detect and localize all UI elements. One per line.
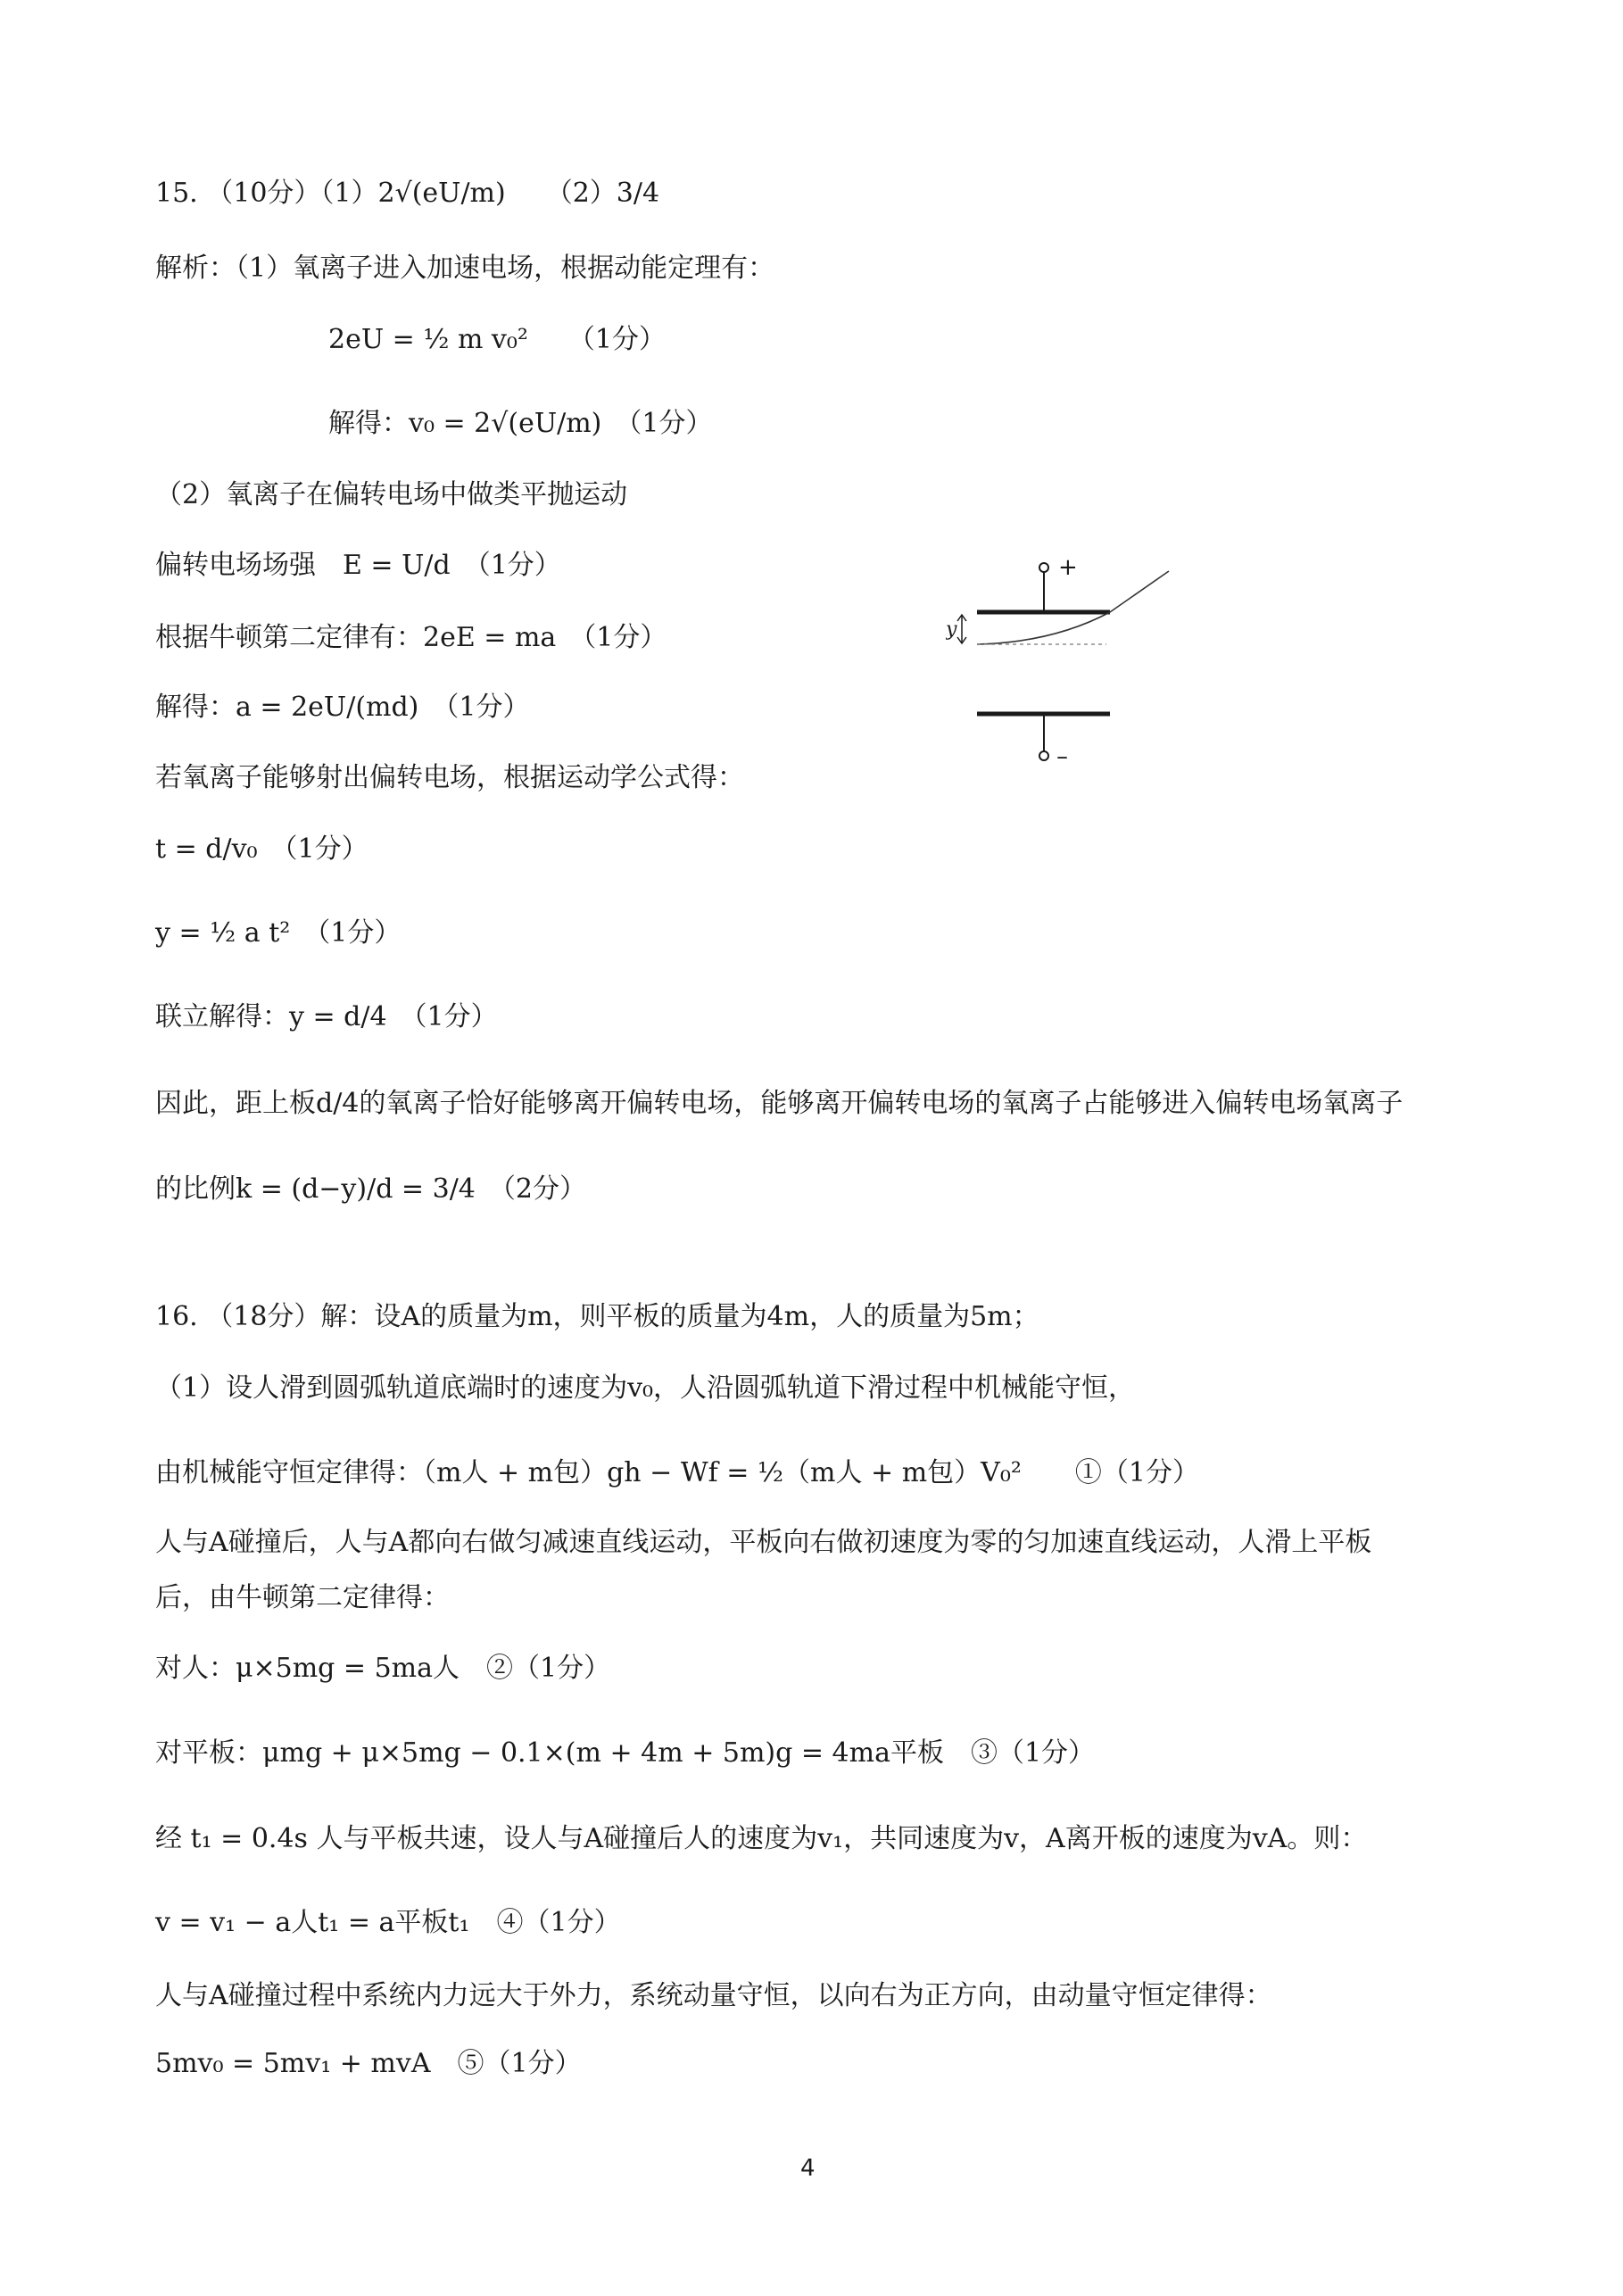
p15-line: t = d/v₀ （1分）: [155, 833, 368, 865]
p16-line: 后，由牛顿第二定律得：: [155, 1582, 450, 1613]
p16-line: 由机械能守恒定律得：（m人 + m包）gh − Wf = ½（m人 + m包）V₀² ①（1分）: [155, 1457, 1199, 1488]
p15-line: 因此，距上板d/4的氧离子恰好能够离开偏转电场，能够离开偏转电场的氧离子占能够进入偏转电场氧离子: [155, 1088, 1404, 1119]
top-terminal: [1039, 563, 1048, 572]
p15-line: 联立解得：y = d/4 （1分）: [155, 1001, 498, 1032]
deflection-field-diagram: [946, 553, 1213, 776]
p16-line: （1）设人滑到圆弧轨道底端时的速度为v₀，人沿圆弧轨道下滑过程中机械能守恒，: [155, 1372, 1136, 1404]
p16-line: 经 t₁ = 0.4s 人与平板共速，设人与A碰撞后人的速度为v₁，共同速度为v，A离开板的速度为vA。则：: [155, 1823, 1368, 1854]
p15-line: y = ½ a t² （1分）: [155, 917, 402, 949]
p15-line: 偏转电场场强 E = U/d （1分）: [155, 550, 561, 581]
p15-line: 解得：v₀ = 2√(eU/m) （1分）: [328, 408, 713, 439]
bottom-terminal: [1039, 751, 1048, 760]
p16-line: 对人：μ×5mg = 5ma人 ②（1分）: [155, 1653, 611, 1684]
ion-trajectory: [977, 571, 1169, 644]
minus-label: –: [1056, 743, 1068, 770]
p15-line: 的比例k = (d−y)/d = 3/4 （2分）: [155, 1173, 586, 1205]
p16-line: 人与A碰撞后，人与A都向右做匀减速直线运动，平板向右做初速度为零的匀加速直线运动，人滑上平板: [155, 1527, 1372, 1558]
p15-line: 若氧离子能够射出偏转电场，根据运动学公式得：: [155, 762, 744, 793]
p15-header: 15. （10分）（1）2√(eU/m) （2）3/4: [155, 178, 660, 209]
p15-line: 解得：a = 2eU/(md) （1分）: [155, 692, 530, 723]
p15-line: （2）氧离子在偏转电场中做类平抛运动: [155, 479, 628, 510]
p16-line: 16. （18分）解：设A的质量为m，则平板的质量为4m，人的质量为5m；: [155, 1301, 1039, 1332]
plus-label: +: [1058, 554, 1078, 581]
p16-line: 人与A碰撞过程中系统内力远大于外力，系统动量守恒，以向右为正方向，由动量守恒定律得：: [155, 1980, 1272, 2011]
p16-line: 对平板：μmg + μ×5mg − 0.1×(m + 4m + 5m)g = 4ma平板 ③（1分）: [155, 1737, 1096, 1769]
y-label: y: [946, 618, 957, 641]
p16-line: 5mv₀ = 5mv₁ + mvA ⑤（1分）: [155, 2048, 582, 2079]
p15-line: 根据牛顿第二定律有：2eE = ma （1分）: [155, 622, 667, 653]
p15-line: 解析：（1）氧离子进入加速电场，根据动能定理有：: [155, 253, 775, 284]
p15-line: 2eU = ½ m v₀² （1分）: [328, 324, 667, 355]
p16-line: v = v₁ − a人t₁ = a平板t₁ ④（1分）: [155, 1907, 621, 1938]
page-number: 4: [800, 2155, 816, 2182]
